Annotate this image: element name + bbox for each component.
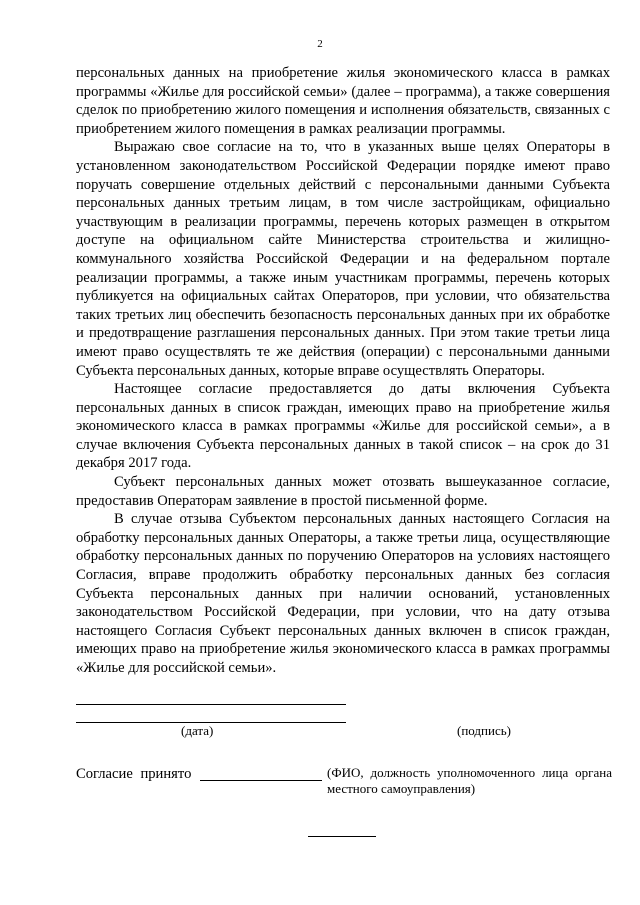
paragraph-revocation-consequences: В случае отзыва Субъектом персональных данных настоящего Согласия на обработку персональных данных Операторы, а также третьи лица, осуществляющие обработку персональных данных по поручению Операторов на условиях настоящего Согласия, вправе продолжить обработку персональных данных без согласия Субъекта персональных данных при наличии оснований, установленных законодательством Российской Федерации, при условии, что на дату отзыва настоящего Согласия Субъект персональных данных включен в список граждан, имеющих право на приобретение жилья экономического класса в рамках программы «Жилье для российской семьи».: [76, 511, 610, 676]
consent-official-note: (ФИО, должность уполномоченного лица органа местного самоуправления): [327, 765, 612, 796]
paragraph-consent-term: Настоящее согласие предоставляется до даты включения Субъекта персональных данных в список граждан, имеющих право на приобретение жилья экономического класса в рамках программы «Жилье для российской семьи», а в случае включения Субъекта персональных данных в такой список – на срок до 31 декабря 2017 года.: [76, 381, 610, 472]
paragraph-consent-revocation: Субъект персональных данных может отозвать вышеуказанное согласие, предоставив Операторам заявление в простой письменной форме.: [76, 474, 610, 509]
document-body: [76, 64, 610, 678]
page-number: 2: [317, 38, 323, 50]
consent-accepted-blank: [200, 780, 322, 781]
paragraph-continuation: персональных данных на приобретение жилья экономического класса в рамках программы «Жилье для российской семьи» (далее – программа), а также совершения сделок по приобретению жилого помещения и исполнения обязательств, связанных с приобретением жилого помещения в рамках реализации программы.: [76, 65, 610, 137]
document-end-line: [308, 836, 376, 837]
date-caption: (дата): [181, 723, 214, 738]
consent-accepted-label: Согласие принято: [76, 766, 192, 782]
paragraph-operators-delegation: Выражаю свое согласие на то, что в указанных выше целях Операторы в установленном законодательством Российской Федерации порядке имеют право поручать совершение отдельных действий с персональными данными Субъекта персональных данных третьим лицам, в том числе застройщикам, официально участвующим в реализации программы, перечень которых размещен в открытом доступе на официальном сайте Министерства строительства и жилищно-коммунального хозяйства Российской Федерации и на федеральном портале реализации программы, а также иным участникам программы, перечень которых публикуется на официальных сайтах Операторов, при условии, что обязательства таких третьих лиц обеспечить безопасность персональных данных при их обработке и предотвращение разглашения персональных данных. При этом такие третьи лица имеют право осуществлять те же действия (операции) с персональными данными Субъекта персональных данных, которые вправе осуществлять Операторы.: [76, 139, 610, 379]
signature-line-upper: [76, 704, 346, 705]
signature-caption: (подпись): [457, 723, 511, 738]
